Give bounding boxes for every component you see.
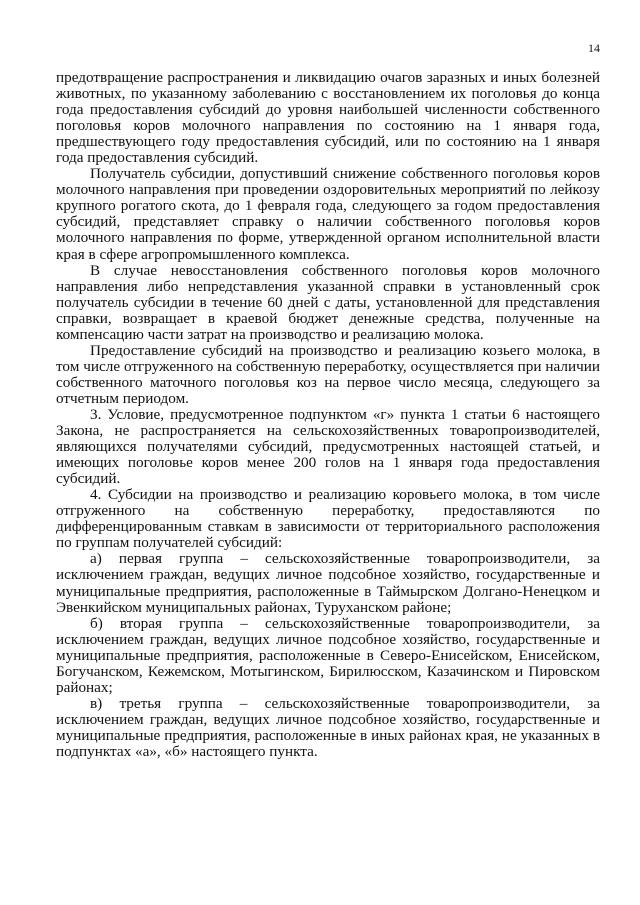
paragraph-group-b: б) вторая группа – сельскохозяйственные товаропроизводители, за исключением граждан, ведущих личное подсобное хозяйство, государственные и муниципальные предприятия, расположенные в Северо-Енисейском, Енисейском, Богучанском, Кежемском, Мотыгинском, Бирилюсском, Казачинском и Пировском районах; xyxy=(56,614,600,696)
paragraph-group-a: а) первая группа – сельскохозяйственные товаропроизводители, за исключением граждан, ведущих личное подсобное хозяйство, государственные и муниципальные предприятия, расположенные в Таймырском Долгано-Ненецком и Эвенкийском муниципальных районах, Туруханском районе; xyxy=(56,550,600,616)
paragraph-clause-4: 4. Субсидии на производство и реализацию коровьего молока, в том числе отгруженного на собственную переработку, предоставляются по дифференцированным ставкам в зависимости от территориального расположения по группам получателей субсидий: xyxy=(56,486,600,552)
paragraph-continuation: предотвращение распространения и ликвидацию очагов заразных и иных болезней животных, по указанному заболеванию с восстановлением их поголовья до конца года предоставления субсидий до уровня наибольшей численности собственного поголовья коров молочного направления по состоянию на 1 января года, предшествующего году предоставления субсидий, или по состоянию на 1 января года предоставления субсидий. xyxy=(56,69,600,167)
paragraph-group-c: в) третья группа – сельскохозяйственные товаропроизводители, за исключением граждан, ведущих личное подсобное хозяйство, государственные и муниципальные предприятия, расположенные в иных районах края, не указанных в подпунктах «а», «б» настоящего пункта. xyxy=(56,694,600,760)
paragraph-clause-3: 3. Условие, предусмотренное подпунктом «г» пункта 1 статьи 6 настоящего Закона, не распространяется на сельскохозяйственных товаропроизводителей, являющихся получателями субсидий, предусмотренных настоящей статьей, и имеющих поголовье коров менее 200 голов на 1 января года предоставления субсидий. xyxy=(56,405,600,488)
paragraph-leukosis-report: Получатель субсидии, допустивший снижение собственного поголовья коров молочного направления при проведении оздоровительных мероприятий по лейкозу крупного рогатого скота, до 1 февраля года, следующего за годом предоставления субсидий, представляет справку о наличии собственного поголовья коров молочного направления по форме, утвержденной органом исполнительной власти края в сфере агропромышленного комплекса. xyxy=(56,165,600,263)
page-number: 14 xyxy=(588,41,600,55)
paragraph-refund: В случае невосстановления собственного поголовья коров молочного направления либо непредставления указанной справки в установленный срок получатель субсидии в течение 60 дней с даты, установленной для представления справки, возвращает в краевой бюджет денежные средства, полученные на компенсацию части затрат на производство и реализацию молока. xyxy=(56,261,600,343)
document-body xyxy=(56,70,600,760)
paragraph-goat-milk: Предоставление субсидий на производство и реализацию козьего молока, в том числе отгруженного на собственную переработку, осуществляется при наличии собственного маточного поголовья коз на первое число месяца, следующего за отчетным периодом. xyxy=(56,341,600,407)
